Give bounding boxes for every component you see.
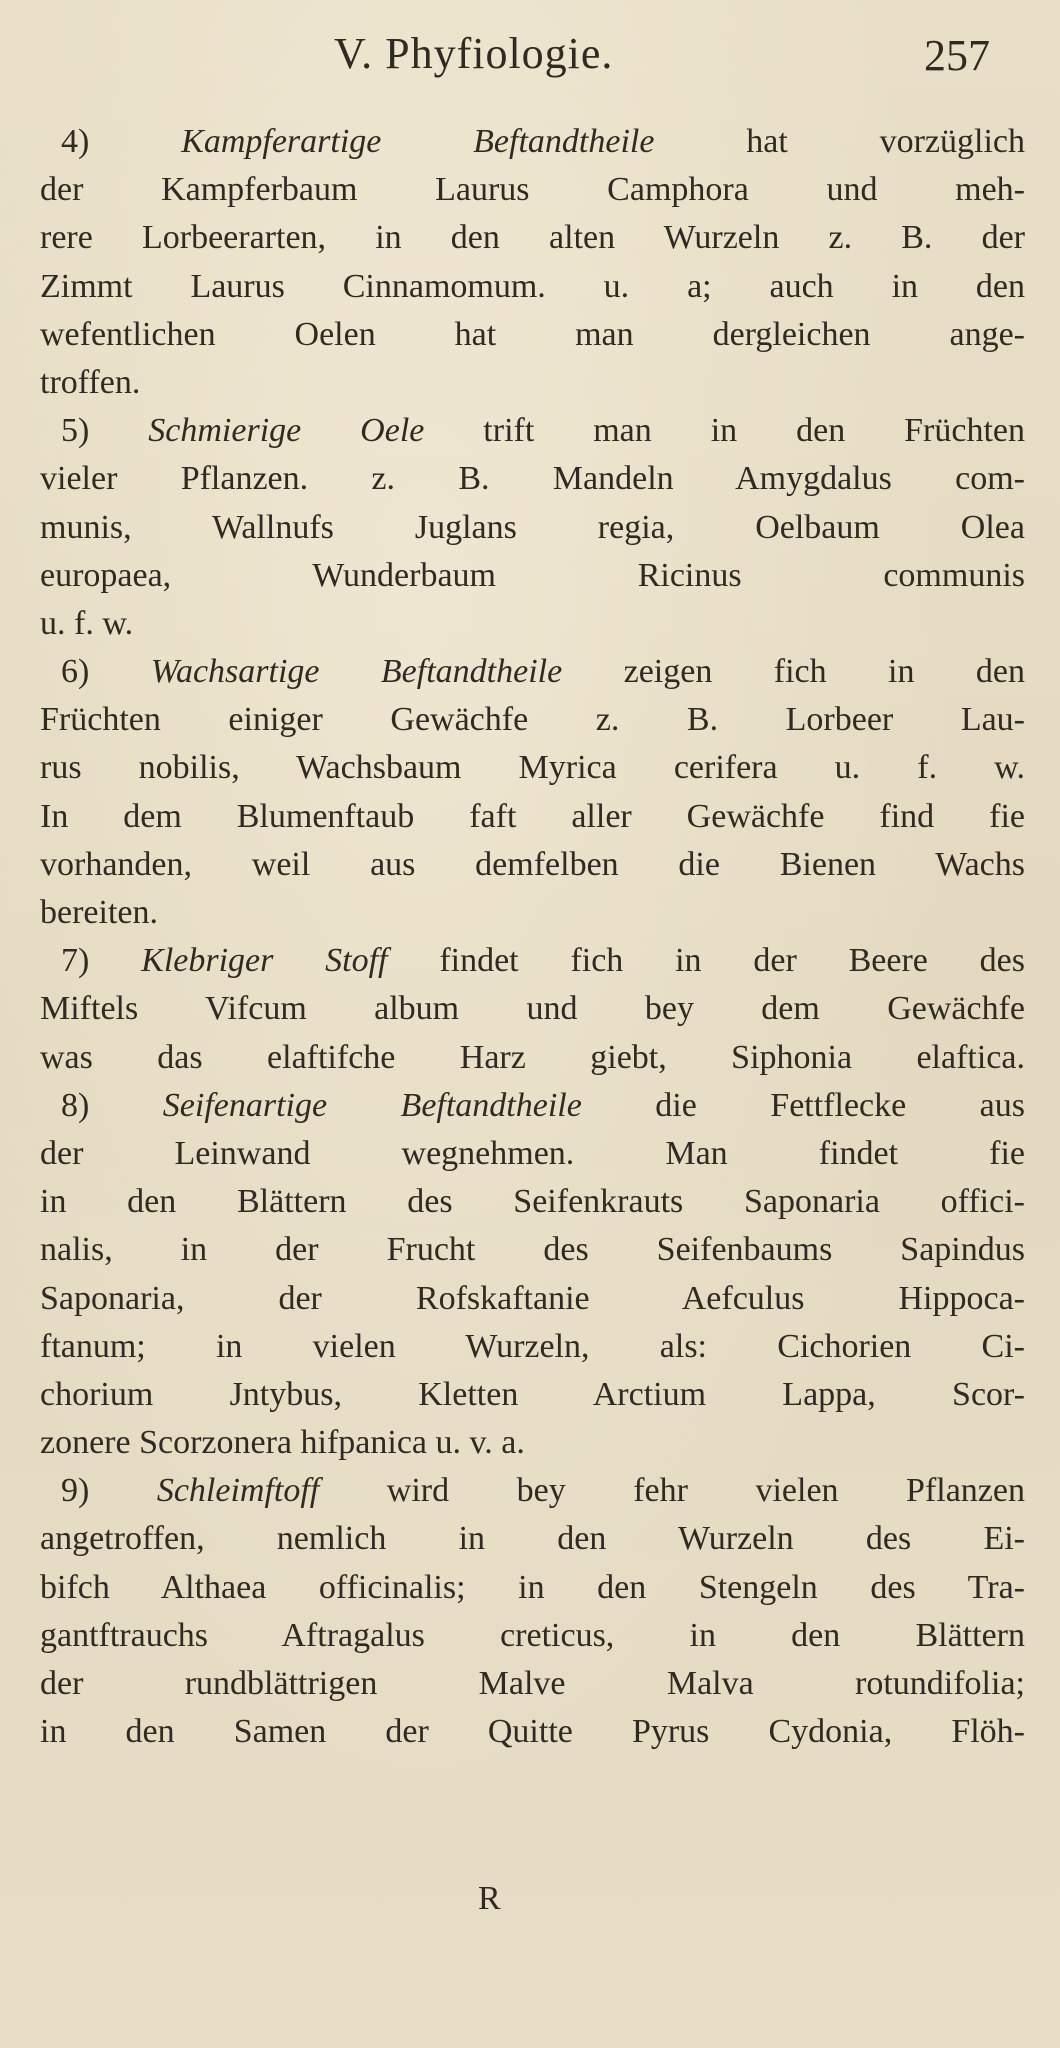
running-head: V. Phyfiologie. (334, 29, 614, 78)
text-line (40, 166, 1025, 214)
text-run: vieler Pflanzen. z. B. Mandeln Amygdalus com- (40, 460, 1025, 498)
text-line (40, 1034, 1025, 1082)
text-line (40, 1130, 1025, 1178)
text-line (40, 263, 1025, 311)
text-run: rus nobilis, Wachsbaum Myrica cerifera u. f. w. (40, 749, 1025, 787)
text-run: bifch Althaea officinalis; in den Stengeln des Tra- (40, 1568, 1025, 1606)
text-run: Saponaria, der Rofskaftanie Aefculus Hippoca- (40, 1279, 1025, 1317)
text-line (40, 118, 1025, 166)
text-line (40, 1323, 1025, 1371)
text-run: 4) (61, 123, 182, 160)
text-run: troffen. (40, 363, 141, 401)
text-line (40, 1708, 1025, 1756)
text-run: zeigen fich in den (562, 653, 1025, 691)
text-line (40, 1226, 1025, 1274)
text-line (40, 1275, 1025, 1323)
text-line (40, 841, 1025, 889)
text-run: hat vorzüglich (654, 123, 1025, 160)
text-line (40, 889, 1025, 937)
text-line (40, 504, 1025, 552)
text-run: wird bey fehr vielen Pflanzen (319, 1472, 1025, 1510)
italic-term: Kampferartige Beftandtheile (181, 123, 655, 160)
text-run: die Fettflecke aus (581, 1086, 1026, 1124)
text-line (40, 696, 1025, 744)
text-run: In dem Blumenftaub faft aller Gewächfe find fie (40, 797, 1025, 835)
text-line (40, 1178, 1025, 1226)
text-run: vorhanden, weil aus demfelben die Bienen Wachs (40, 845, 1025, 883)
italic-term: Schleimftoff (156, 1472, 320, 1510)
body-text (40, 118, 1025, 1756)
text-line (40, 455, 1025, 503)
text-line (40, 214, 1025, 262)
text-run: Früchten einiger Gewächfe z. B. Lorbeer Lau- (40, 701, 1025, 739)
text-line (40, 552, 1025, 600)
italic-term: Seifenartige Beftandtheile (162, 1086, 582, 1124)
text-line (40, 1371, 1025, 1419)
text-line (40, 648, 1025, 696)
text-line (40, 793, 1025, 841)
text-line (40, 311, 1025, 359)
text-run: der rundblättrigen Malve Malva rotundifolia; (40, 1665, 1025, 1702)
text-run: ftanum; in vielen Wurzeln, als: Cichorien Ci- (40, 1327, 1025, 1365)
text-run: chorium Jntybus, Kletten Arctium Lappa, Scor- (40, 1375, 1025, 1413)
text-run: 9) (61, 1472, 157, 1510)
text-run: 8) (61, 1086, 163, 1124)
text-run: 6) (61, 653, 151, 691)
text-line (40, 1082, 1025, 1130)
text-line (40, 359, 1025, 407)
text-run: was das elaftifche Harz giebt, Siphonia elaftica. (40, 1038, 1025, 1076)
text-line (40, 600, 1025, 648)
page-header (0, 28, 1060, 98)
text-run: findet fich in der Beere des (387, 942, 1025, 980)
text-line (40, 1564, 1025, 1612)
page-number: 257 (924, 31, 990, 80)
text-run: in den Blättern des Seifenkrauts Saponaria offici- (40, 1183, 1025, 1221)
italic-term: Schmierige Oele (148, 412, 425, 450)
text-line (40, 1515, 1025, 1563)
text-line (40, 1467, 1025, 1515)
text-run: wefentlichen Oelen hat man dergleichen ange- (40, 315, 1025, 353)
text-line (40, 937, 1025, 985)
text-run: munis, Wallnufs Juglans regia, Oelbaum Olea (40, 508, 1025, 546)
italic-term: Wachsartige Beftandtheile (150, 653, 563, 691)
text-run: rere Lorbeerarten, in den alten Wurzeln z. B. der (40, 219, 1025, 257)
text-run: nalis, in der Frucht des Seifenbaums Sapindus (40, 1231, 1025, 1269)
text-run: 7) (61, 942, 142, 980)
text-line (40, 744, 1025, 792)
text-run: Zimmt Laurus Cinnamomum. u. a; auch in den (40, 267, 1025, 305)
text-run: der Leinwand wegnehmen. Man findet fie (40, 1134, 1025, 1172)
text-line (40, 1612, 1025, 1660)
text-run: gantftrauchs Aftragalus creticus, in den Blättern (40, 1616, 1025, 1654)
text-line (40, 1419, 1025, 1467)
text-run: zonere Scorzonera hifpanica u. v. a. (40, 1424, 525, 1462)
text-line (40, 1660, 1025, 1708)
signature-mark: R (478, 1880, 501, 1917)
text-run: der Kampferbaum Laurus Camphora und meh- (40, 171, 1025, 209)
text-run: Miftels Vifcum album und bey dem Gewächfe (40, 990, 1025, 1028)
text-line (40, 407, 1025, 455)
text-run: angetroffen, nemlich in den Wurzeln des Ei- (40, 1520, 1025, 1558)
text-run: 5) (61, 412, 149, 450)
text-run: trift man in den Früchten (424, 412, 1025, 450)
text-run: europaea, Wunderbaum Ricinus communis (40, 556, 1025, 594)
text-run: bereiten. (40, 894, 158, 931)
text-run: in den Samen der Quitte Pyrus Cydonia, Flöh- (40, 1713, 1025, 1751)
italic-term: Klebriger Stoff (141, 942, 388, 980)
text-run: u. f. w. (40, 604, 134, 642)
text-line (40, 985, 1025, 1033)
